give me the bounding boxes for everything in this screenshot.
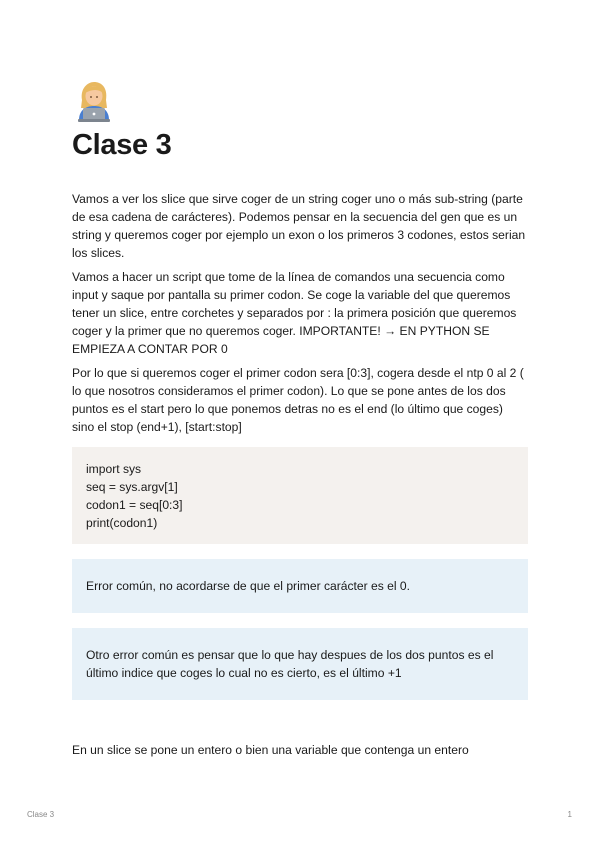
callout-box [72,559,528,613]
footer-page-number: 1 [567,810,572,819]
code-block [72,447,528,544]
code-line: print(codon1) [86,516,158,530]
page-content [72,80,528,771]
paragraph-3: Por lo que si queremos coger el primer codon sera [0:3], cogera desde el ntp 0 al 2 ( lo que nosotros consideramos el primer codon). Lo que se pone antes de los dos puntos es el start pero lo que ponemos detras no es el end (lo último que coges) sino el stop (end+1), [start:stop] [72,366,524,434]
callout-text: Error común, no acordarse de que el primer carácter es el 0. [86,579,410,593]
paragraph-1: Vamos a ver los slice que sirve coger de un string coger uno o más sub-string (parte de esa cadena de carácteres). Podemos pensar en la secuencia del gen que es un string y queremos coger por ejemplo un exon o los primeros 3 codones, estos serian los slices. [72,192,526,260]
callout-text: Otro error común es pensar que lo que hay despues de los dos puntos es el último indice que coges lo cual no es cierto, es el último +1 [86,648,494,680]
code-line: seq = sys.argv[1] [86,480,178,494]
page-title: Clase 3 [72,129,172,161]
callout-box [72,628,528,700]
technologist-emoji-icon [74,80,114,122]
footer-page-title: Clase 3 [27,810,55,819]
code-line: codon1 = seq[0:3] [86,498,183,512]
final-paragraph: En un slice se pone un entero o bien una variable que contenga un entero [72,743,469,757]
code-line: import sys [86,462,142,476]
paragraph-2: Vamos a hacer un script que tome de la línea de comandos una secuencia como input y saque por pantalla su primer codon. Se coge la variable del que queremos tener un slice, entre corchetes y separados por : la primera posición que queremos coger y la primer que no queremos coger. IMPORTANTE! → EN PYTHON SE EMPIEZA A CONTAR POR 0 [72,270,517,356]
